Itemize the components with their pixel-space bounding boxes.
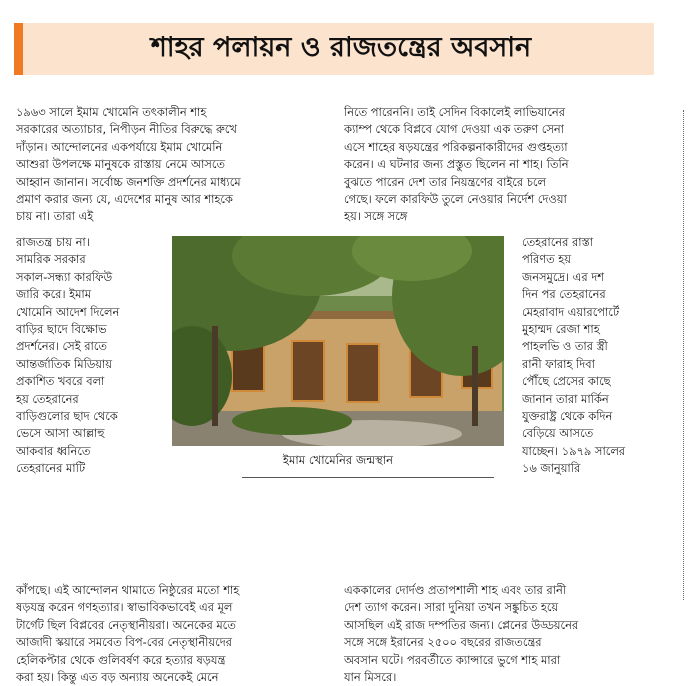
text-line: ক্যাম্প থেকে বিপ্লবে যোগ দেওয়া এক তরুণ সেনা <box>344 122 564 137</box>
column-separator-dotted <box>683 110 684 600</box>
text-line: বাড়ির ছাদে বিক্ষোভ <box>16 322 107 337</box>
text-line: তেহরানের রাস্তা <box>522 235 594 249</box>
text-line: সঙ্গে সঙ্গে ইরানের ২৫০০ বছরের রাজতন্ত্রের <box>344 635 542 650</box>
text-line: হয় তেহরানের <box>16 391 79 406</box>
text-line: নিতে পারেননি। তাই সেদিন বিকালেই লাভিযানের <box>344 105 565 119</box>
text-line: সকাল-সন্ধ্যা কারফিউ <box>16 269 113 284</box>
text-line: করেন। এ ঘটনার জন্য প্রস্তুত ছিলেন না শাহ। তিনি <box>344 157 569 172</box>
text-line: আহ্বান জানান। সর্বোচ্চ জনশক্তি প্রদর্শনের মাধ্যমে <box>16 174 241 189</box>
column-right-bottom <box>344 582 674 686</box>
headline: শাহর পলায়ন ও রাজতন্ত্রের অবসান <box>150 31 532 63</box>
birthplace-photo <box>172 236 504 446</box>
text-line: ভেসে আসা আল্লাহু <box>16 426 105 441</box>
text-line: জারি করে। ইমাম <box>16 287 92 302</box>
text-line: আসছিল এই রাজ দম্পতির জন্য। প্লেনের উড্ডয়নের <box>344 617 579 632</box>
text-line: মেহরাবাদ এয়ারপোর্টে <box>522 304 620 319</box>
text-line: মুহাম্মদ রেজা শাহ <box>522 322 600 337</box>
column-right-wide <box>344 104 569 226</box>
caption-underline <box>242 477 494 478</box>
text-line: আকবার ধ্বনিতে <box>16 443 91 458</box>
text-line: প্রদর্শনের। সেই রাতে <box>16 339 107 354</box>
text-line: হেলিকপ্টার থেকে গুলিবর্ষণ করে হত্যার ষড়যন্ত্র <box>16 652 226 667</box>
text-line: যাচ্ছেন। ১৯৭৯ সালের <box>522 443 626 458</box>
text-line: আন্তর্জাতিক মিডিয়ায় <box>16 356 112 371</box>
text-line: তেহরানের মাটি <box>16 461 86 476</box>
headline-accent-bar <box>14 23 23 75</box>
column-left-bottom <box>16 582 346 686</box>
text-line: এককালের দোর্দণ্ড প্রতাপশালী শাহ এবং তার রানী <box>344 583 567 597</box>
text-line: এসে শাহের ষড়যন্ত্রের পরিকল্পনাকারীদের গুপ্তহত্যা <box>344 139 568 154</box>
column-right-narrow <box>522 234 672 478</box>
text-line: খোমেনি আদেশ দিলেন <box>16 304 120 319</box>
text-line: ষড়যন্ত্র করেন গণহত্যার। স্বাভাবিকভাবেই এর মূল <box>16 600 233 615</box>
text-line: বাড়িগুলোর ছাদ থেকে <box>16 409 118 424</box>
text-line: টার্গেট ছিল বিপ্লবের নেতৃস্থানীয়রা। অনেকের মতে <box>16 617 236 632</box>
text-line: প্রমাণ করার জন্য যে, এদেশের মানুষ আর শাহকে <box>16 192 233 207</box>
text-line: দিন পর তেহরানের <box>522 287 606 302</box>
photo-caption: ইমাম খোমেনির জন্মস্থান <box>282 453 394 467</box>
text-line: যুক্তরাষ্ট্র থেকে কদিন <box>522 409 613 424</box>
text-line: যান মিসরে। <box>344 670 397 685</box>
text-line: রানী ফারাহ দিবা <box>522 356 595 371</box>
text-line: পরিণত হয় <box>522 252 572 267</box>
text-line: হয়। সঙ্গে সঙ্গে <box>344 209 408 224</box>
text-line: জানান তারা মার্কিন <box>522 391 609 406</box>
text-line: সামরিক সরকার <box>16 252 86 267</box>
text-line: বেড়িয়ে আসতে <box>522 426 594 441</box>
text-line: সরকারের অত্যাচার, নিপীড়ন নীতির বিরুদ্ধে রুখে <box>16 122 237 137</box>
text-line: করা হয়। কিন্তু এত বড় অন্যায় অনেকেই মেনে <box>16 670 219 685</box>
text-line: কাঁপছে। এই আন্দোলন থামাতে নিষ্ঠুরের মতো শাহ <box>16 583 240 597</box>
photo-illustration <box>172 236 504 446</box>
text-line: প্রকাশিত খবরে বলা <box>16 374 105 389</box>
text-line: ১৬ জানুয়ারি <box>522 461 581 476</box>
text-line: রাজতন্ত্র চায় না। <box>16 235 90 249</box>
column-left-wide <box>16 104 241 226</box>
text-line: চায় না। তারা এই <box>16 209 94 224</box>
text-line: পাহলভি ও তার স্ত্রী <box>522 339 608 354</box>
column-left-narrow <box>16 234 168 478</box>
text-line: বুঝতে পারেন দেশ তার নিয়ন্ত্রণের বাইরে চলে <box>344 174 546 189</box>
text-line: গেছে। ফলে কারফিউ তুলে নেওয়ার নির্দেশ দেওয়া <box>344 192 567 207</box>
text-line: পৌঁছে প্রেসের কাছে <box>522 374 611 389</box>
text-line: জনসমুদ্রে। এর দশ <box>522 269 604 284</box>
text-line: দাঁড়ান। আন্দোলনের একপর্যায়ে ইমাম খোমেনি <box>16 139 223 154</box>
text-line: অবসান ঘটে। পরবর্তীতে ক্যান্সারে ভুগে শাহ মারা <box>344 652 561 667</box>
text-line: আশুরা উপলক্ষে মানুষকে রাস্তায় নেমে আসতে <box>16 157 225 172</box>
text-line: আজাদী স্কয়ারে সমবেত বিপ-বের নেতৃস্থানীয়দের <box>16 635 232 650</box>
text-line: দেশ ত্যাগ করেন। সারা দুনিয়া তখন সঙ্কুচিত হয়ে <box>344 600 559 615</box>
text-line: ১৯৬৩ সালে ইমাম খোমেনি তৎকালীন শাহ <box>16 105 207 119</box>
